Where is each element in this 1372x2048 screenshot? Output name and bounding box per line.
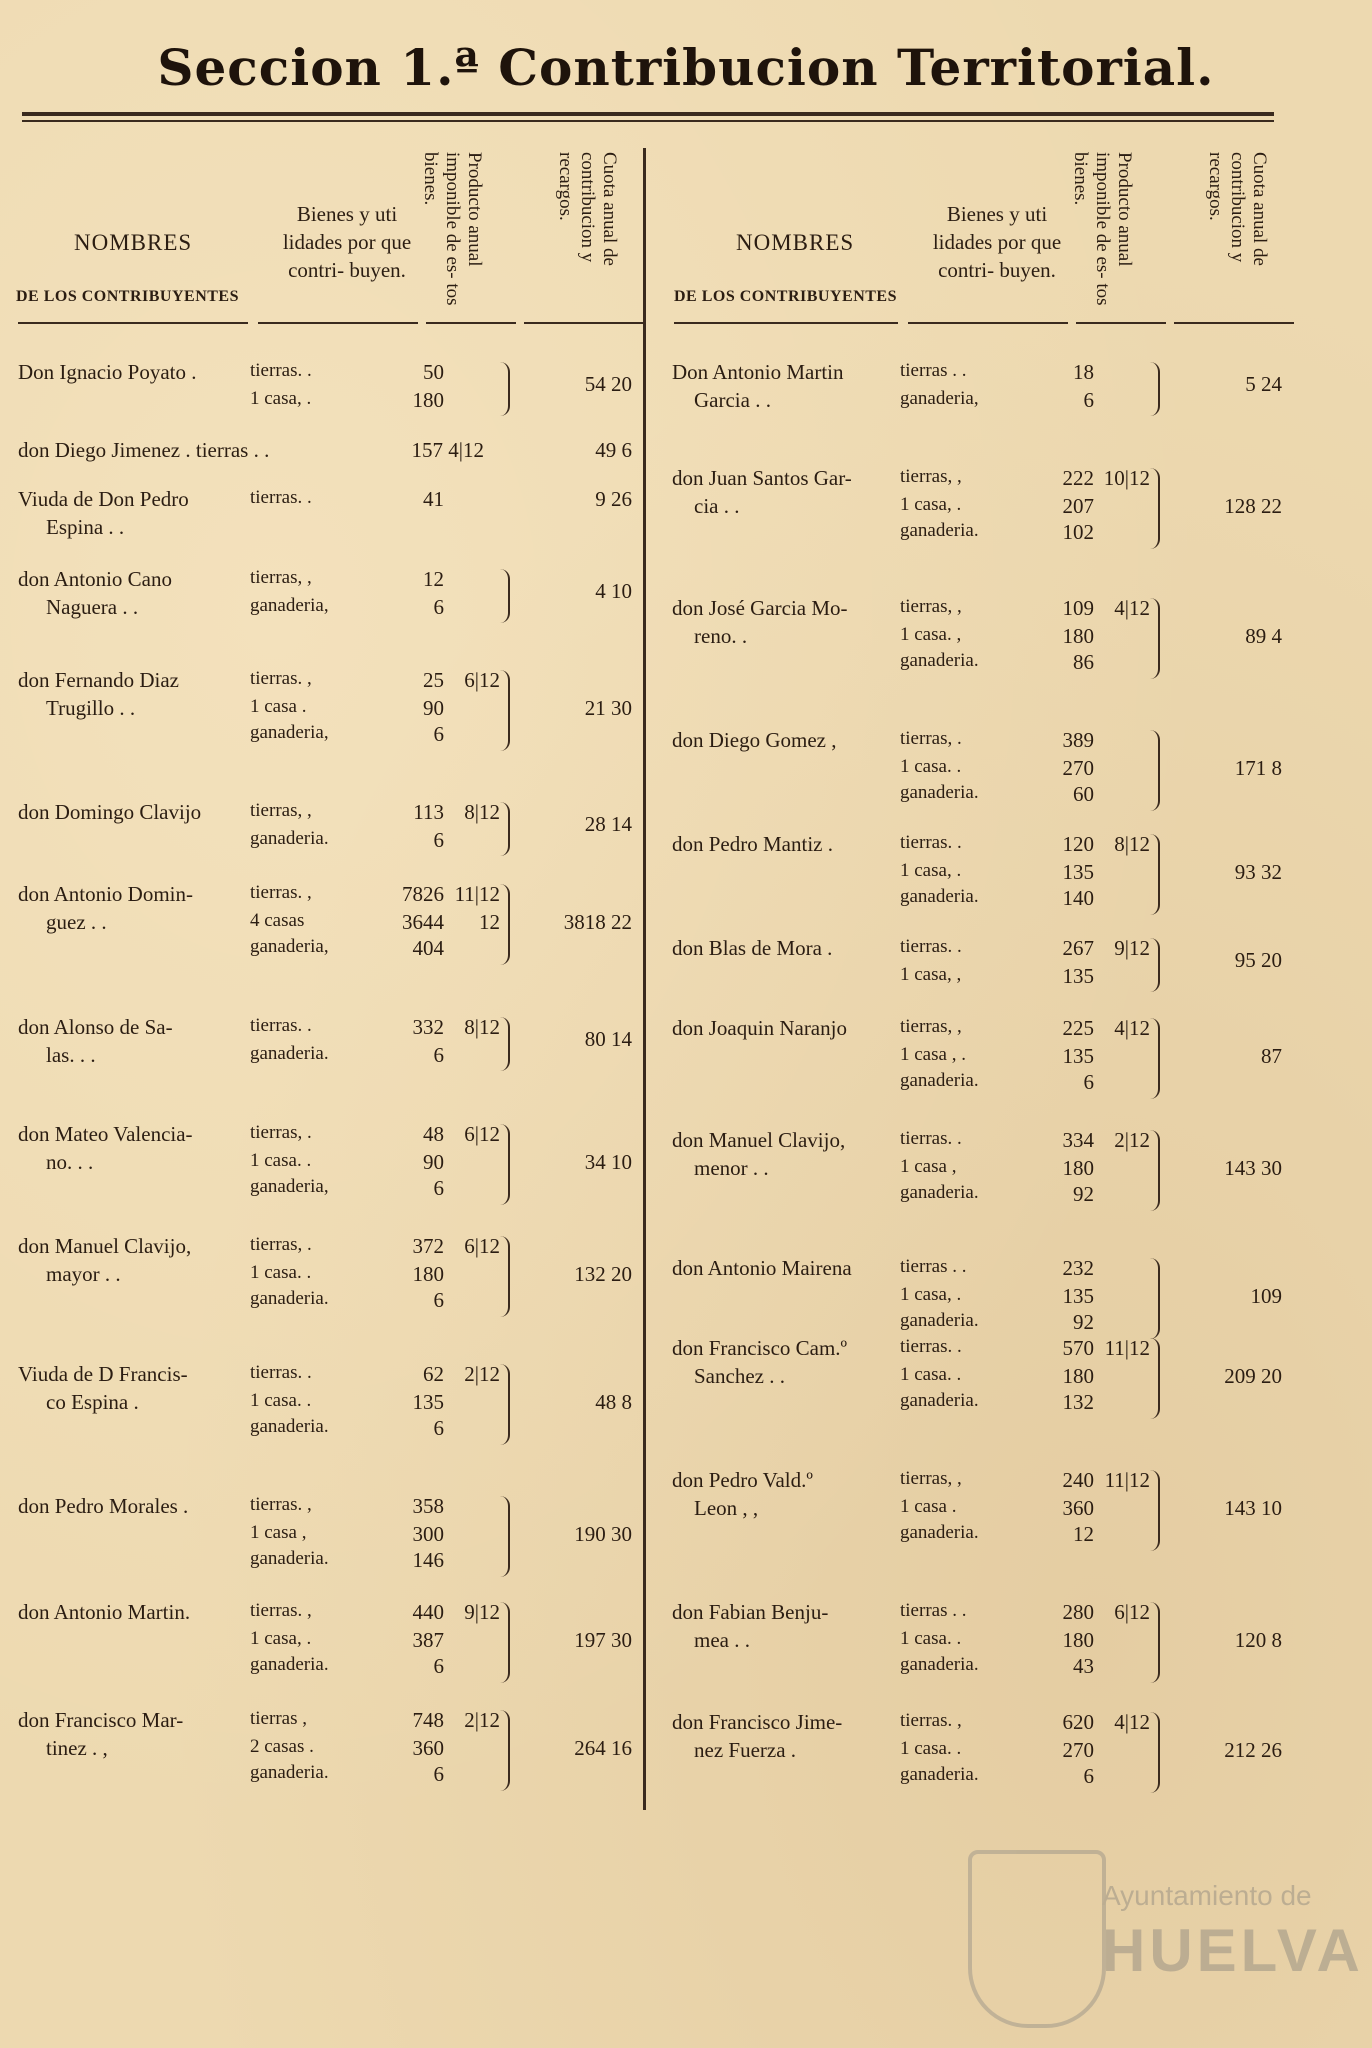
brace-mark	[1148, 1018, 1160, 1099]
contributor-name: don Antonio Domin-	[18, 882, 194, 906]
asset-value: 41	[423, 487, 444, 511]
asset-type: ganaderia.	[250, 1548, 329, 1569]
asset-value: 225	[1062, 1016, 1094, 1040]
asset-value: 6	[433, 1176, 444, 1200]
asset-type: ganaderia.	[250, 1288, 329, 1309]
quota-value: 87	[1261, 1044, 1282, 1068]
fraction-value: 6|12	[464, 1122, 500, 1146]
brace-mark	[1148, 938, 1160, 992]
asset-type: tierras. .	[250, 1015, 312, 1036]
contributor-name: Viuda de D Francis-	[18, 1362, 188, 1386]
contributor-name: don Manuel Clavijo,	[672, 1128, 846, 1152]
quota-value: 197 30	[574, 1628, 632, 1652]
asset-value: 90	[423, 696, 444, 720]
header-underline	[524, 322, 644, 324]
fraction-value: 6|12	[464, 668, 500, 692]
brace-mark	[498, 1017, 510, 1071]
asset-value: 6	[1083, 1764, 1094, 1788]
fraction-value: 8|12	[1114, 832, 1150, 856]
asset-type: tierras. .	[900, 1128, 962, 1149]
asset-value: 135	[412, 1390, 444, 1414]
asset-value: 86	[1073, 650, 1094, 674]
asset-type: 1 casa, .	[900, 1284, 962, 1305]
asset-value: 6	[433, 1416, 444, 1440]
fraction-value: 8|12	[464, 1015, 500, 1039]
asset-value: 92	[1073, 1182, 1094, 1206]
contributor-name: don Pedro Mantiz .	[672, 832, 833, 856]
header-underline	[258, 322, 418, 324]
asset-value: 180	[1062, 1364, 1094, 1388]
asset-type: 1 casa .	[250, 696, 307, 717]
contributor-name-cont: las. . .	[46, 1043, 96, 1067]
asset-value: 280	[1062, 1600, 1094, 1624]
asset-value: 6	[433, 595, 444, 619]
contributor-name-cont: co Espina .	[46, 1390, 139, 1414]
quota-value: 4 10	[595, 579, 632, 603]
asset-type: ganaderia,	[250, 722, 329, 743]
contributor-name-cont: reno. .	[694, 624, 748, 648]
asset-value: 43	[1073, 1654, 1094, 1678]
quota-value: 95 20	[1234, 948, 1282, 972]
brace-mark	[1148, 1470, 1160, 1551]
asset-type: 1 casa, .	[900, 494, 962, 515]
asset-type: 1 casa. .	[250, 1390, 312, 1411]
asset-type: ganaderia,	[250, 936, 329, 957]
contributor-name-cont: Naguera . .	[46, 595, 139, 619]
asset-value: 135	[1062, 1284, 1094, 1308]
contributor-name-cont: tinez . ,	[46, 1736, 108, 1760]
asset-type: tierras. ,	[250, 668, 312, 689]
asset-type: ganaderia,	[250, 1176, 329, 1197]
brace-mark	[498, 569, 510, 623]
asset-value: 135	[1062, 1044, 1094, 1068]
asset-type: ganaderia,	[250, 595, 329, 616]
asset-value: 300	[412, 1522, 444, 1546]
asset-type: 1 casa. .	[900, 756, 962, 777]
producto-header: Producto anual imponible de es- tos bienes.	[1070, 152, 1135, 306]
quota-value: 89 4	[1245, 624, 1282, 648]
contributor-name: don Blas de Mora .	[672, 936, 833, 960]
asset-type: tierras ,	[250, 1708, 307, 1729]
quota-value: 209 20	[1224, 1364, 1282, 1388]
asset-value: 60	[1073, 782, 1094, 806]
inline-value: 157 4|12	[411, 438, 484, 462]
asset-value: 120	[1062, 832, 1094, 856]
fraction-value: 9|12	[464, 1600, 500, 1624]
contributor-name: don Fabian Benju-	[672, 1600, 829, 1624]
asset-value: 207	[1062, 494, 1094, 518]
header-underline	[18, 322, 248, 324]
asset-type: tierras, ,	[250, 800, 312, 821]
brace-mark	[498, 1496, 510, 1577]
quota-value: 34 10	[584, 1150, 632, 1174]
asset-type: tierras. ,	[250, 1600, 312, 1621]
asset-value: 7826	[402, 882, 444, 906]
asset-value: 570	[1062, 1336, 1094, 1360]
brace-mark	[498, 1710, 510, 1791]
fraction-value: 6|12	[464, 1234, 500, 1258]
contributor-name: Don Ignacio Poyato .	[18, 360, 197, 384]
asset-type: 1 casa ,	[250, 1522, 307, 1543]
asset-type: tierras, ,	[900, 466, 962, 487]
fraction-value: 6|12	[1114, 1600, 1150, 1624]
page-title: Seccion 1.ª Contribucion Territorial.	[157, 38, 1215, 97]
brace-mark	[498, 670, 510, 751]
asset-type: ganaderia.	[250, 1762, 329, 1783]
brace-mark	[1148, 598, 1160, 679]
header-underline	[1076, 322, 1166, 324]
asset-type: ganaderia.	[900, 886, 979, 907]
contributor-name-cont: Leon , ,	[694, 1496, 759, 1520]
brace-mark	[1148, 834, 1160, 915]
contributor-name: don Domingo Clavijo	[18, 800, 202, 824]
asset-type: tierras, .	[900, 728, 962, 749]
asset-value: 132	[1062, 1390, 1094, 1414]
contributor-name: don José Garcia Mo-	[672, 596, 848, 620]
asset-type: 4 casas	[250, 910, 305, 931]
asset-value: 113	[413, 800, 444, 824]
quota-value: 5 24	[1245, 372, 1282, 396]
quota-value: 212 26	[1224, 1738, 1282, 1762]
contributor-name-cont: Sanchez . .	[694, 1364, 785, 1388]
asset-value: 109	[1062, 596, 1094, 620]
asset-value: 270	[1062, 1738, 1094, 1762]
asset-value: 267	[1062, 936, 1094, 960]
asset-type: tierras. ,	[250, 882, 312, 903]
contributor-name-cont: Trugillo . .	[46, 696, 136, 720]
asset-type: 2 casas .	[250, 1736, 314, 1757]
asset-type: 1 casa. .	[900, 1738, 962, 1759]
asset-type: ganaderia.	[250, 1416, 329, 1437]
asset-value: 358	[412, 1494, 444, 1518]
asset-type: ganaderia.	[900, 1390, 979, 1411]
contributor-name-cont: guez . .	[46, 910, 107, 934]
asset-type: ganaderia.	[900, 1522, 979, 1543]
header-underline	[674, 322, 898, 324]
asset-type: tierras. ,	[900, 1710, 962, 1731]
asset-type: tierras. .	[900, 832, 962, 853]
asset-value: 6	[433, 1043, 444, 1067]
asset-value: 232	[1062, 1256, 1094, 1280]
brace-mark	[1148, 730, 1160, 811]
asset-type: 1 casa. ,	[900, 624, 962, 645]
asset-type: 1 casa. .	[250, 1262, 312, 1283]
bienes-header: Bienes y uti lidades por que contri- buyen.	[282, 202, 412, 282]
watermark-line2: HUELVA	[1102, 1917, 1364, 1984]
watermark-line1: Ayuntamiento de	[1102, 1880, 1312, 1911]
asset-type: tierras. .	[900, 1336, 962, 1357]
asset-value: 62	[423, 1362, 444, 1386]
brace-mark	[498, 1602, 510, 1683]
contributor-name: don Francisco Cam.º	[672, 1336, 848, 1360]
asset-type: 1 casa. .	[900, 1364, 962, 1385]
contributor-name: don Antonio Cano	[18, 567, 173, 591]
asset-type: ganaderia.	[900, 1182, 979, 1203]
asset-value: 3644	[402, 910, 444, 934]
asset-value: 360	[412, 1736, 444, 1760]
asset-type: ganaderia.	[250, 828, 329, 849]
quota-value: 80 14	[584, 1027, 632, 1051]
coat-of-arms-icon	[968, 1850, 1106, 2028]
quota-value: 49 6	[595, 438, 632, 462]
asset-value: 90	[423, 1150, 444, 1174]
asset-value: 389	[1062, 728, 1094, 752]
asset-type: ganaderia.	[900, 520, 979, 541]
asset-value: 387	[412, 1628, 444, 1652]
contributor-name: Viuda de Don Pedro	[18, 487, 189, 511]
fraction-value: 9|12	[1114, 936, 1150, 960]
contributor-name-cont: cia . .	[694, 494, 740, 518]
quota-value: 128 22	[1224, 494, 1282, 518]
brace-mark	[1148, 362, 1160, 416]
asset-type: ganaderia.	[900, 1654, 979, 1675]
contributor-name-cont: mayor . .	[46, 1262, 121, 1286]
asset-value: 180	[412, 388, 444, 412]
asset-type: 1 casa, .	[250, 388, 312, 409]
names-header: NOMBRES	[74, 230, 193, 255]
asset-type: ganaderia.	[900, 1310, 979, 1331]
asset-value: 404	[412, 936, 444, 960]
brace-mark	[498, 802, 510, 856]
names-subheader: DE LOS CONTRIBUYENTES	[674, 288, 897, 305]
asset-type: tierras. ,	[250, 1494, 312, 1515]
fraction-value: 4|12	[1114, 596, 1150, 620]
asset-value: 6	[433, 1762, 444, 1786]
watermark-seal	[960, 1850, 1364, 2030]
asset-type: 1 casa. .	[900, 1628, 962, 1649]
contributor-name-cont: mea . .	[694, 1628, 750, 1652]
brace-mark	[1148, 1602, 1160, 1683]
brace-mark	[498, 884, 510, 965]
quota-value: 264 16	[574, 1736, 632, 1760]
quota-value: 143 10	[1224, 1496, 1282, 1520]
asset-value: 332	[412, 1015, 444, 1039]
asset-type: tierras, ,	[900, 1468, 962, 1489]
asset-value: 6	[433, 1654, 444, 1678]
fraction-value: 12	[479, 910, 500, 934]
contributor-name: don Alonso de Sa-	[18, 1015, 173, 1039]
asset-value: 334	[1062, 1128, 1094, 1152]
contributor-name: don Pedro Morales .	[18, 1494, 189, 1518]
asset-value: 102	[1062, 520, 1094, 544]
asset-value: 180	[1062, 1156, 1094, 1180]
contributor-name: don Diego Jimenez . tierras . .	[18, 438, 270, 462]
right-column	[664, 0, 1304, 2048]
brace-mark	[1148, 1338, 1160, 1419]
contributor-name-cont: menor . .	[694, 1156, 769, 1180]
asset-value: 135	[1062, 964, 1094, 988]
asset-value: 25	[423, 668, 444, 692]
asset-value: 620	[1062, 1710, 1094, 1734]
asset-value: 222	[1062, 466, 1094, 490]
contributor-name: don Antonio Martin.	[18, 1600, 191, 1624]
header-underline	[426, 322, 516, 324]
quota-value: 9 26	[595, 487, 632, 511]
asset-value: 6	[1083, 1070, 1094, 1094]
asset-type: ganaderia.	[900, 650, 979, 671]
asset-type: tierras, ,	[250, 567, 312, 588]
asset-type: tierras, ,	[900, 596, 962, 617]
asset-value: 18	[1073, 360, 1094, 384]
asset-value: 180	[412, 1262, 444, 1286]
fraction-value: 2|12	[464, 1362, 500, 1386]
brace-mark	[498, 362, 510, 416]
quota-value: 120 8	[1234, 1628, 1282, 1652]
contributor-name: don Diego Gomez ,	[672, 728, 837, 752]
contributor-name: don Fernando Diaz	[18, 668, 179, 692]
brace-mark	[1148, 1258, 1160, 1339]
asset-type: tierras, .	[250, 1122, 312, 1143]
cuota-header: Cuota anual de contribucion y recargos.	[555, 152, 620, 266]
brace-mark	[498, 1236, 510, 1317]
names-subheader: DE LOS CONTRIBUYENTES	[16, 288, 239, 305]
brace-mark	[1148, 1130, 1160, 1211]
asset-type: ganaderia.	[900, 1070, 979, 1091]
quota-value: 54 20	[584, 372, 632, 396]
asset-type: 1 casa, ,	[900, 964, 962, 985]
asset-type: tierras . .	[900, 1600, 967, 1621]
cuota-header: Cuota anual de contribucion y recargos.	[1205, 152, 1270, 266]
asset-type: 1 casa, .	[250, 1628, 312, 1649]
fraction-value: 8|12	[464, 800, 500, 824]
quota-value: 109	[1250, 1284, 1282, 1308]
asset-value: 440	[412, 1600, 444, 1624]
brace-mark	[498, 1364, 510, 1445]
asset-type: tierras. .	[900, 936, 962, 957]
contributor-name-cont: no. . .	[46, 1150, 94, 1174]
asset-value: 180	[1062, 624, 1094, 648]
asset-type: ganaderia,	[900, 388, 979, 409]
asset-type: 1 casa .	[900, 1496, 957, 1517]
asset-value: 748	[412, 1708, 444, 1732]
header-underline	[1174, 322, 1294, 324]
contributor-name: don Mateo Valencia-	[18, 1122, 193, 1146]
names-header: NOMBRES	[736, 230, 855, 255]
contributor-name: don Juan Santos Gar-	[672, 466, 852, 490]
asset-type: ganaderia.	[250, 1043, 329, 1064]
contributor-name: don Antonio Mairena	[672, 1256, 852, 1280]
quota-value: 48 8	[595, 1390, 632, 1414]
asset-value: 6	[433, 828, 444, 852]
quota-value: 21 30	[584, 696, 632, 720]
asset-type: tierras. .	[250, 1362, 312, 1383]
fraction-value: 4|12	[1114, 1710, 1150, 1734]
quota-value: 132 20	[574, 1262, 632, 1286]
fraction-value: 10|12	[1103, 466, 1150, 490]
asset-value: 140	[1062, 886, 1094, 910]
asset-type: ganaderia.	[900, 1764, 979, 1785]
fraction-value: 11|12	[1104, 1468, 1150, 1492]
producto-header: Producto anual imponible de es- tos bienes.	[420, 152, 485, 306]
asset-value: 6	[433, 722, 444, 746]
brace-mark	[1148, 1712, 1160, 1793]
asset-value: 12	[423, 567, 444, 591]
asset-value: 135	[1062, 860, 1094, 884]
asset-value: 12	[1073, 1522, 1094, 1546]
contributor-name: don Manuel Clavijo,	[18, 1234, 192, 1258]
quota-value: 3818 22	[563, 910, 632, 934]
header-underline	[908, 322, 1068, 324]
asset-value: 240	[1062, 1468, 1094, 1492]
asset-value: 92	[1073, 1310, 1094, 1334]
asset-value: 270	[1062, 756, 1094, 780]
asset-type: 1 casa , .	[900, 1044, 966, 1065]
fraction-value: 11|12	[1104, 1336, 1150, 1360]
asset-type: tierras, .	[250, 1234, 312, 1255]
asset-value: 6	[1083, 388, 1094, 412]
asset-value: 146	[412, 1548, 444, 1572]
quota-value: 190 30	[574, 1522, 632, 1546]
right-column-header	[664, 0, 1304, 340]
asset-value: 360	[1062, 1496, 1094, 1520]
left-column	[14, 0, 654, 2048]
contributor-name: don Francisco Mar-	[18, 1708, 184, 1732]
contributor-name: Don Antonio Martin	[672, 360, 844, 384]
asset-type: 1 casa ,	[900, 1156, 957, 1177]
left-column-header	[14, 0, 654, 340]
asset-type: 1 casa. .	[250, 1150, 312, 1171]
asset-value: 372	[412, 1234, 444, 1258]
contributor-name-cont: Espina . .	[46, 515, 125, 539]
quota-value: 28 14	[584, 812, 632, 836]
contributor-name: don Pedro Vald.º	[672, 1468, 813, 1492]
quota-value: 93 32	[1234, 860, 1282, 884]
asset-value: 180	[1062, 1628, 1094, 1652]
contributor-name: don Francisco Jime-	[672, 1710, 843, 1734]
asset-type: tierras. .	[250, 360, 312, 381]
fraction-value: 2|12	[464, 1708, 500, 1732]
asset-type: ganaderia.	[250, 1654, 329, 1675]
quota-value: 171 8	[1234, 756, 1282, 780]
asset-type: tierras . .	[900, 1256, 967, 1277]
fraction-value: 2|12	[1114, 1128, 1150, 1152]
contributor-name-cont: nez Fuerza .	[694, 1738, 797, 1762]
asset-type: tierras, ,	[900, 1016, 962, 1037]
asset-type: 1 casa, .	[900, 860, 962, 881]
asset-type: ganaderia.	[900, 782, 979, 803]
bienes-header: Bienes y uti lidades por que contri- buyen.	[932, 202, 1062, 282]
contributor-name: don Joaquin Naranjo	[672, 1016, 847, 1040]
asset-value: 6	[433, 1288, 444, 1312]
fraction-value: 4|12	[1114, 1016, 1150, 1040]
fraction-value: 11|12	[454, 882, 500, 906]
asset-value: 48	[423, 1122, 444, 1146]
contributor-name-cont: Garcia . .	[694, 388, 771, 412]
brace-mark	[498, 1124, 510, 1205]
brace-mark	[1148, 468, 1160, 549]
asset-type: tierras . .	[900, 360, 967, 381]
asset-type: tierras. .	[250, 487, 312, 508]
quota-value: 143 30	[1224, 1156, 1282, 1180]
asset-value: 50	[423, 360, 444, 384]
